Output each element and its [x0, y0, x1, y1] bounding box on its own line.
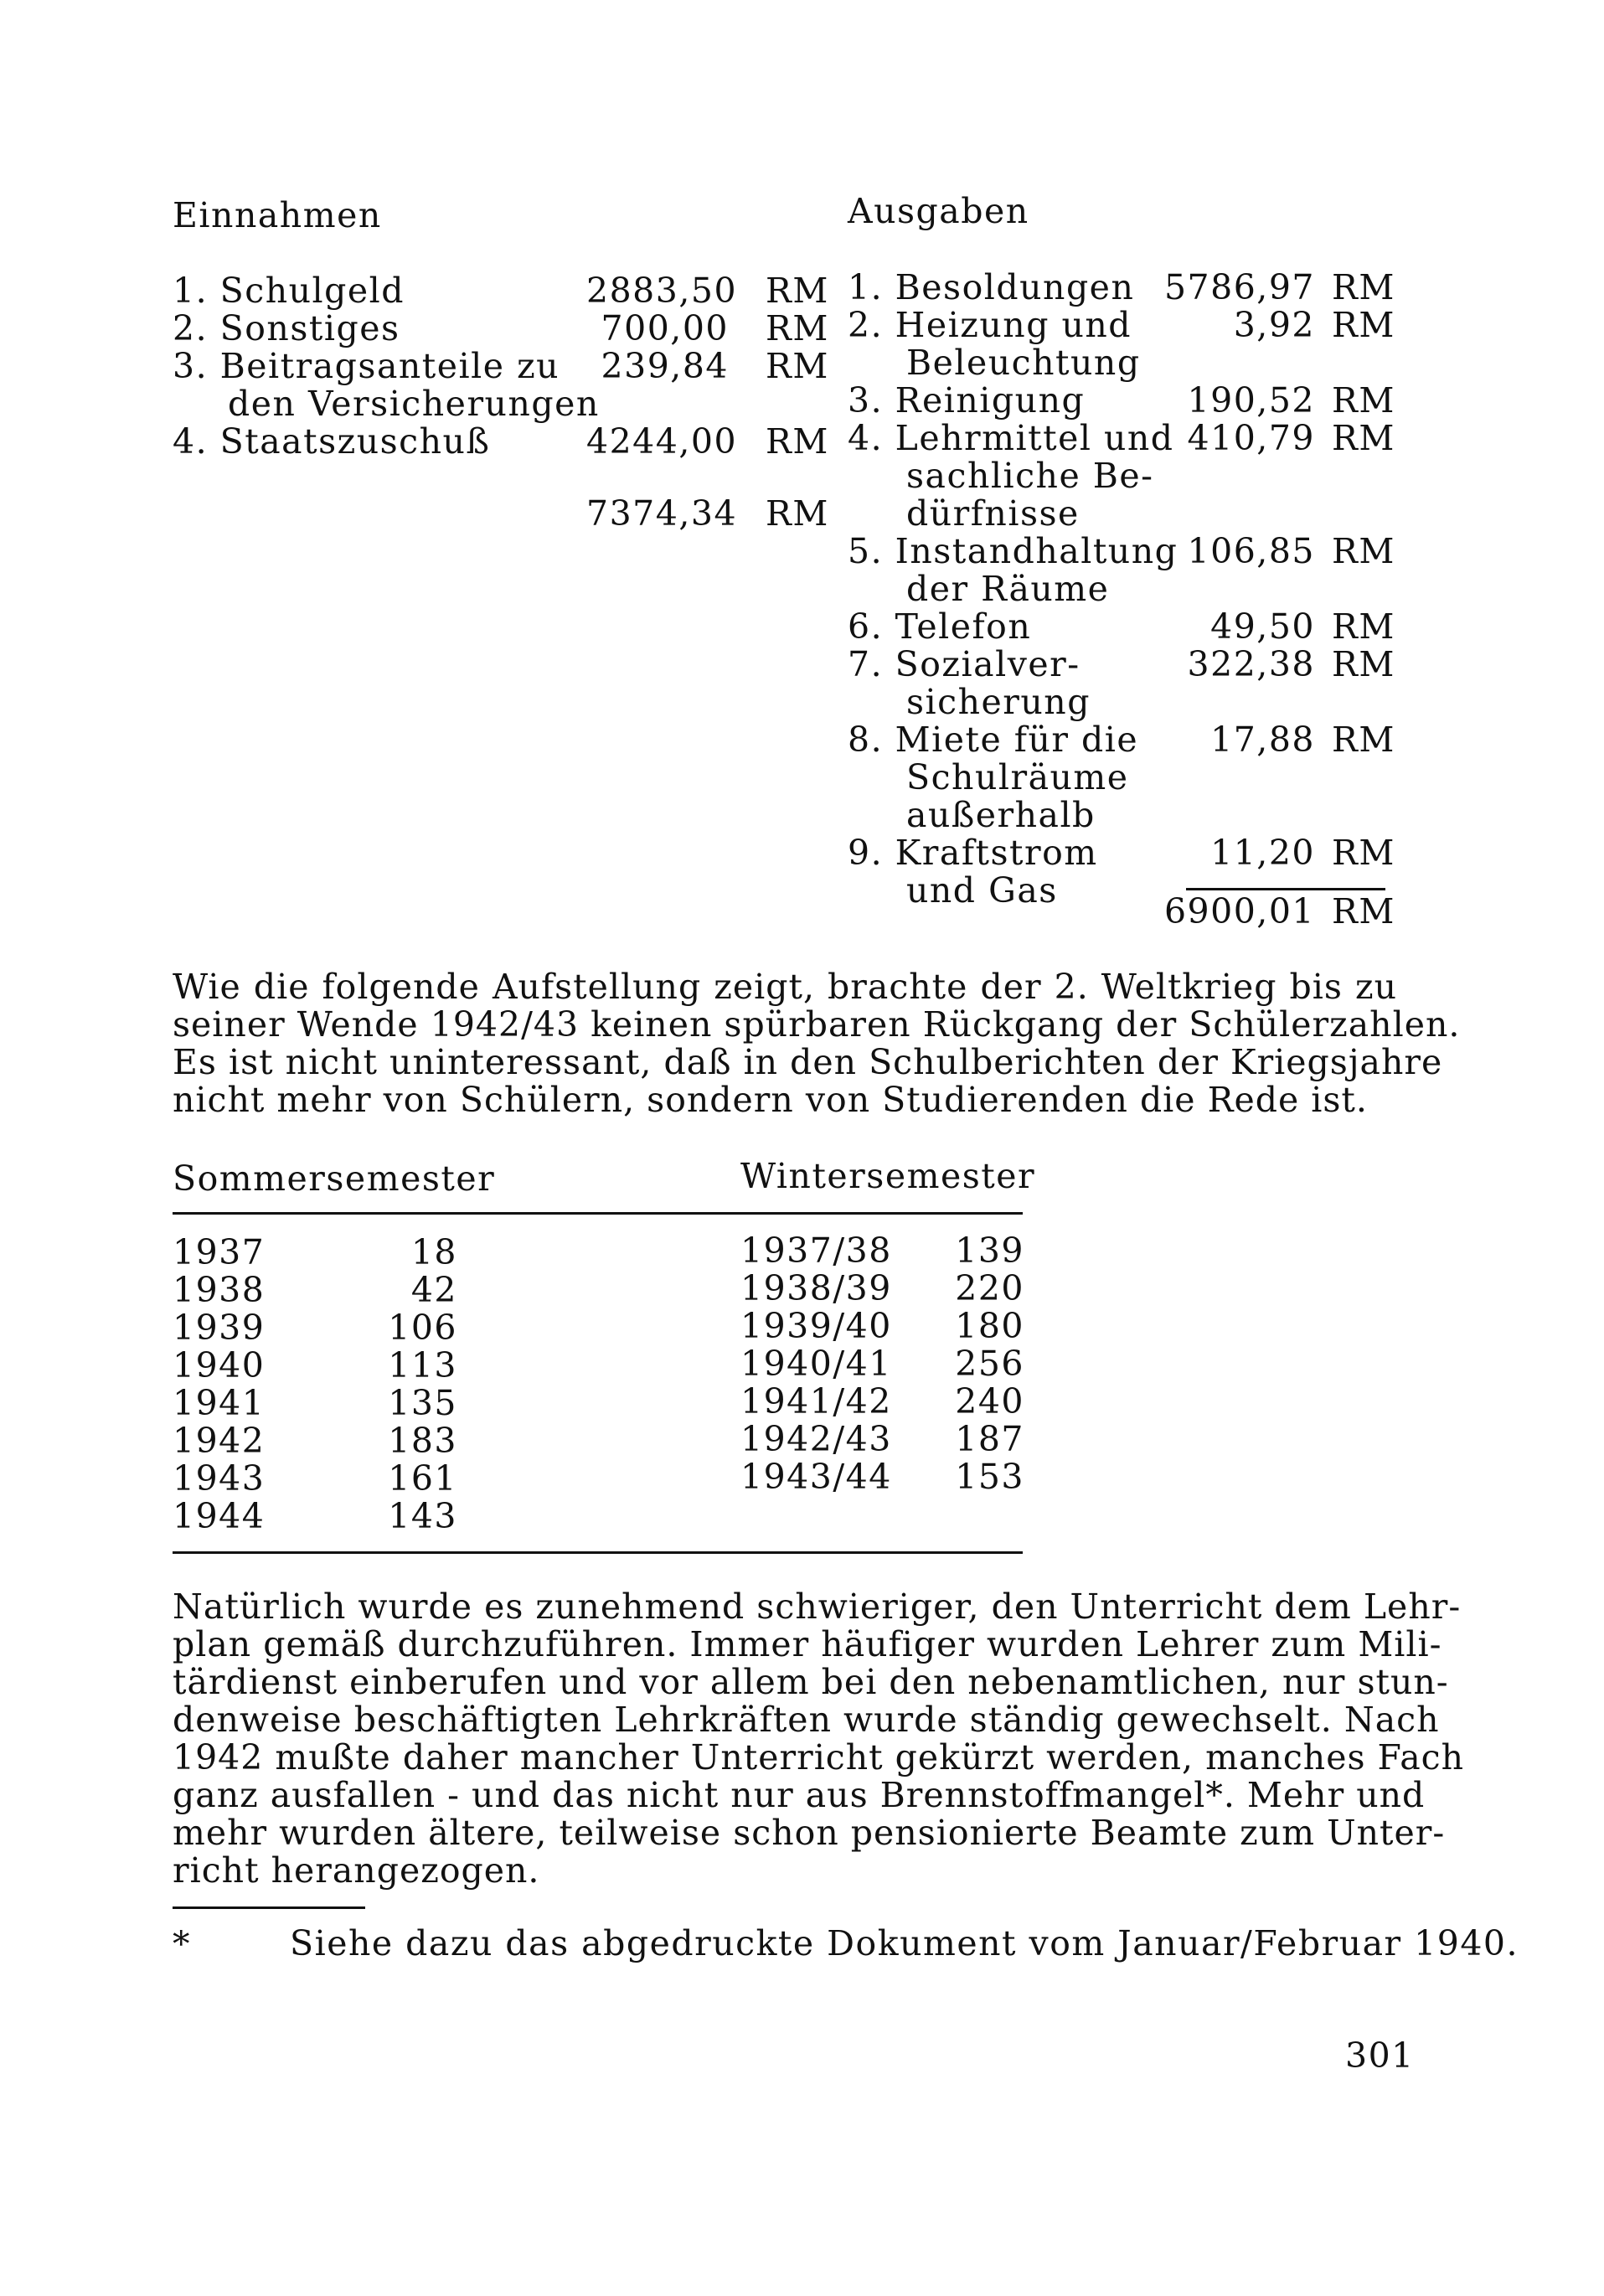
expense-item-label: 8. Miete für die — [848, 720, 1139, 760]
sommersemester-header: Sommersemester — [173, 1158, 496, 1199]
footnote-marker: * — [173, 1924, 191, 1964]
main-paragraph-line: mehr wurden ältere, teilweise schon pensionierte Beamte zum Unter- — [173, 1813, 1446, 1853]
expense-item-label-cont: sicherung — [906, 682, 1091, 722]
winter-count: 220 — [955, 1268, 1024, 1308]
sommer-count: 113 — [388, 1345, 457, 1385]
income-item-unit: RM — [766, 421, 829, 462]
winter-year: 1942/43 — [740, 1419, 892, 1459]
expense-item-unit: RM — [1332, 720, 1395, 760]
expense-item-label: 7. Sozialver- — [848, 644, 1081, 684]
expense-item-label-cont: der Räume — [906, 569, 1110, 609]
sommer-count: 135 — [388, 1383, 457, 1423]
expense-item-label: 3. Reinigung — [848, 380, 1086, 421]
expense-item-label: 9. Kraftstrom — [848, 833, 1098, 873]
winter-year: 1943/44 — [740, 1457, 892, 1497]
expense-item-label: 4. Lehrmittel und — [848, 418, 1174, 458]
income-item-amount: 239,84 — [601, 346, 729, 386]
einnahmen-title: Einnahmen — [173, 195, 382, 235]
expense-item-amount: 410,79 — [1187, 418, 1315, 458]
income-item-amount: 700,00 — [601, 308, 729, 348]
expense-item-label-cont: dürfnisse — [906, 493, 1080, 534]
paragraph-main — [173, 1587, 1465, 1891]
intro-paragraph-line: seiner Wende 1942/43 keinen spürbaren Rückgang der Schülerzahlen. — [173, 1004, 1461, 1045]
winter-count: 240 — [955, 1381, 1024, 1421]
expense-item-unit: RM — [1332, 644, 1395, 684]
income-item-unit: RM — [766, 308, 829, 348]
expense-item-unit: RM — [1332, 606, 1395, 647]
sommer-year: 1941 — [173, 1383, 266, 1423]
wintersemester-header: Wintersemester — [740, 1156, 1036, 1196]
sommer-count: 106 — [388, 1308, 457, 1348]
main-paragraph-line: plan gemäß durchzuführen. Immer häufiger wurden Lehrer zum Mili- — [173, 1624, 1442, 1664]
sommer-count: 183 — [388, 1421, 457, 1461]
expense-item-label-cont: außerhalb — [906, 795, 1096, 835]
main-paragraph-line: denweise beschäftigten Lehrkräften wurde ständig gewechselt. Nach — [173, 1700, 1440, 1740]
main-paragraph-line: tärdienst einberufen und vor allem bei den nebenamtlichen, nur stun- — [173, 1662, 1449, 1702]
income-item-amount: 2883,50 — [586, 271, 738, 311]
income-item-label: 3. Beitragsanteile zu — [173, 346, 560, 386]
expense-item-label: 6. Telefon — [848, 606, 1032, 647]
intro-paragraph-line: nicht mehr von Schülern, sondern von Studierenden die Rede ist. — [173, 1080, 1368, 1120]
winter-count: 180 — [955, 1306, 1024, 1346]
expense-item-amount: 322,38 — [1187, 644, 1315, 684]
winter-count: 139 — [955, 1231, 1024, 1271]
sommer-count: 161 — [388, 1458, 457, 1499]
expense-item-unit: RM — [1332, 380, 1395, 421]
winter-year: 1938/39 — [740, 1268, 892, 1308]
income-item-label-cont: den Versicherungen — [228, 384, 600, 424]
expense-item-amount: 49,50 — [1210, 606, 1315, 647]
expense-item-label: 2. Heizung und — [848, 305, 1132, 345]
income-item-unit: RM — [766, 346, 829, 386]
footnote-rule — [173, 1906, 365, 1909]
sommer-year: 1943 — [173, 1458, 266, 1499]
winter-year: 1939/40 — [740, 1306, 892, 1346]
sommer-count: 18 — [410, 1232, 457, 1272]
expense-total-unit: RM — [1332, 891, 1395, 931]
intro-paragraph-line: Es ist nicht uninteressant, daß in den Schulberichten der Kriegsjahre — [173, 1042, 1443, 1082]
expense-item-label: 5. Instandhaltung — [848, 531, 1179, 571]
sommer-year: 1937 — [173, 1232, 266, 1272]
expense-item-unit: RM — [1332, 531, 1395, 571]
main-paragraph-line: 1942 mußte daher mancher Unterricht gekürzt werden, manches Fach — [173, 1737, 1465, 1777]
ausgaben-title: Ausgaben — [848, 191, 1029, 231]
main-paragraph-line: Natürlich wurde es zunehmend schwieriger, den Unterricht dem Lehr- — [173, 1587, 1462, 1627]
expense-item-amount: 106,85 — [1187, 531, 1315, 571]
expense-item-label-cont: Schulräume — [906, 757, 1129, 797]
footnote-text: Siehe dazu das abgedruckte Dokument vom Januar/Februar 1940. — [290, 1923, 1519, 1963]
expense-item-unit: RM — [1332, 833, 1395, 873]
expense-item-unit: RM — [1332, 418, 1395, 458]
expense-item-label-cont: und Gas — [906, 870, 1058, 911]
income-item-label: 1. Schulgeld — [173, 271, 405, 311]
main-paragraph-line: richt herangezogen. — [173, 1850, 540, 1891]
income-item-amount: 4244,00 — [586, 421, 738, 462]
expense-item-unit: RM — [1332, 305, 1395, 345]
expense-item-label-cont: sachliche Be- — [906, 456, 1154, 496]
sommer-year: 1939 — [173, 1308, 266, 1348]
sommer-year: 1938 — [173, 1270, 266, 1310]
winter-year: 1941/42 — [740, 1381, 892, 1421]
income-item-unit: RM — [766, 271, 829, 311]
expense-item-amount: 11,20 — [1210, 833, 1315, 873]
expense-item-label: 1. Besoldungen — [848, 267, 1135, 307]
expense-item-amount: 5786,97 — [1163, 267, 1315, 307]
winter-count: 153 — [955, 1457, 1024, 1497]
winter-count: 187 — [955, 1419, 1024, 1459]
expense-item-amount: 17,88 — [1210, 720, 1315, 760]
income-total-amount: 7374,34 — [586, 493, 738, 534]
sommer-count: 42 — [410, 1270, 457, 1310]
expense-item-amount: 190,52 — [1187, 380, 1315, 421]
intro-paragraph-line: Wie die folgende Aufstellung zeigt, brachte der 2. Weltkrieg bis zu — [173, 967, 1397, 1007]
sommer-year: 1940 — [173, 1345, 266, 1385]
expense-sum-rule — [1186, 888, 1385, 890]
paragraph-intro — [173, 967, 1461, 1120]
expense-item-label-cont: Beleuchtung — [906, 343, 1141, 383]
page-number: 301 — [1345, 2035, 1415, 2076]
expense-item-unit: RM — [1332, 267, 1395, 307]
sommer-year: 1944 — [173, 1496, 266, 1536]
table-top-rule — [173, 1212, 1023, 1215]
expense-total-amount: 6900,01 — [1163, 891, 1315, 931]
income-item-label: 2. Sonstiges — [173, 308, 400, 348]
winter-year: 1940/41 — [740, 1344, 892, 1384]
sommer-year: 1942 — [173, 1421, 266, 1461]
winter-year: 1937/38 — [740, 1231, 892, 1271]
sommer-count: 143 — [388, 1496, 457, 1536]
expense-item-amount: 3,92 — [1233, 305, 1315, 345]
income-total-unit: RM — [766, 493, 829, 534]
table-bottom-rule — [173, 1551, 1023, 1554]
income-item-label: 4. Staatszuschuß — [173, 421, 491, 462]
main-paragraph-line: ganz ausfallen - und das nicht nur aus Brennstoffmangel*. Mehr und — [173, 1775, 1426, 1815]
winter-count: 256 — [955, 1344, 1024, 1384]
